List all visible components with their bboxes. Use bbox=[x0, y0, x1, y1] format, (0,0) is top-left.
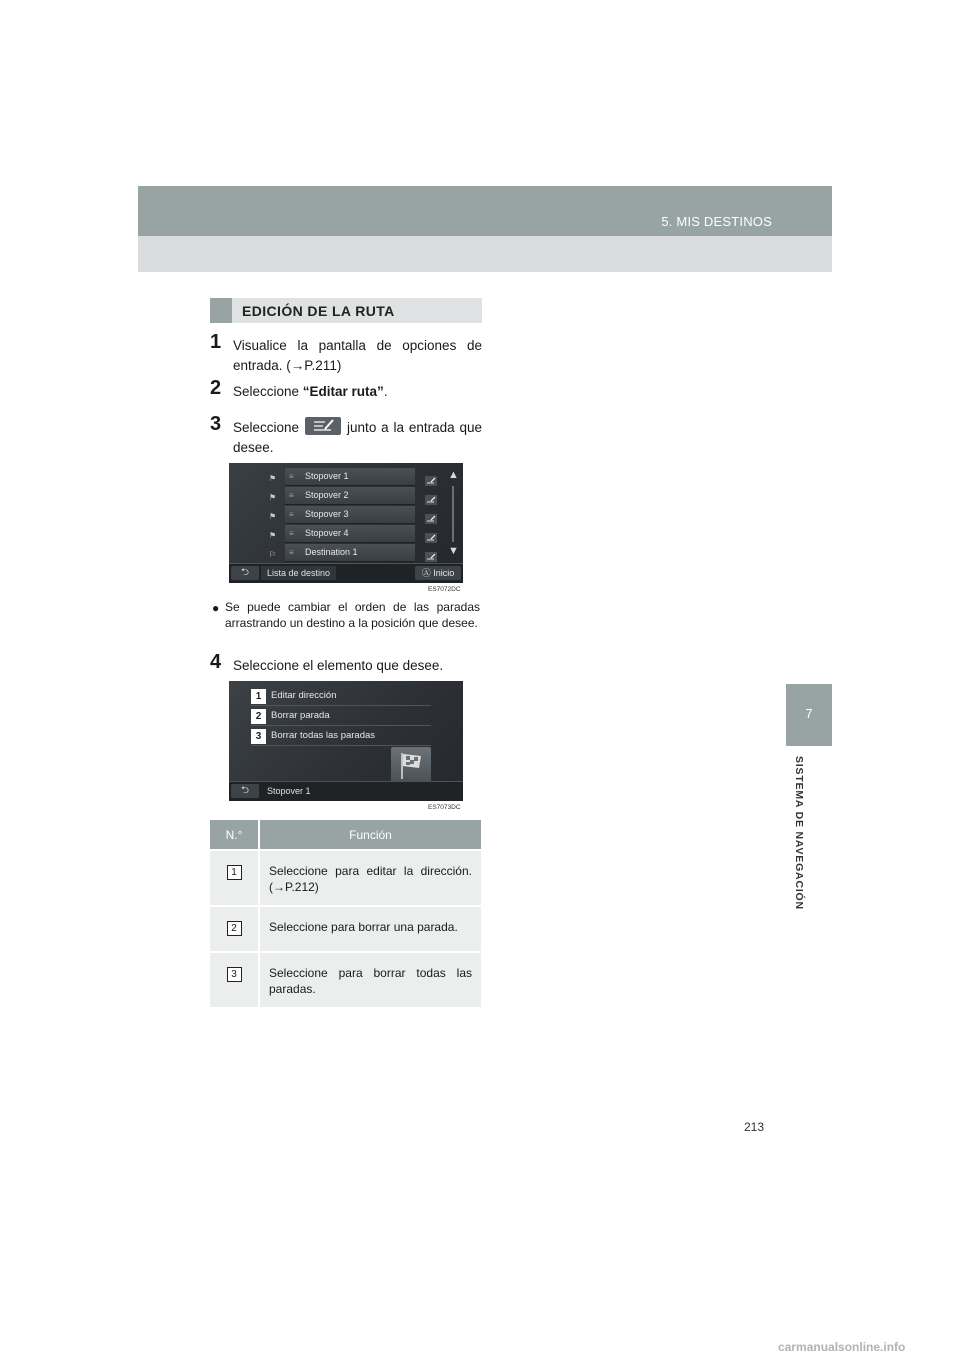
function-table bbox=[210, 820, 481, 1007]
step-2 bbox=[210, 377, 482, 402]
edit-icon[interactable] bbox=[425, 549, 437, 559]
screen-title: Lista de destino bbox=[261, 566, 336, 580]
bullet-icon: ● bbox=[212, 601, 220, 615]
back-arrow-icon: ⮌ bbox=[240, 785, 249, 796]
step-text: Seleccione “Editar ruta”. bbox=[233, 384, 388, 399]
function-text: Seleccione para borrar todas las paradas. bbox=[260, 952, 481, 1007]
step-number: 2 bbox=[210, 377, 222, 399]
destination-list-screenshot bbox=[229, 463, 463, 583]
screen-title: Stopover 1 bbox=[267, 786, 311, 796]
chapter-title: SISTEMA DE NAVEGACIÓN bbox=[793, 756, 805, 910]
step-1 bbox=[210, 331, 482, 376]
list-item[interactable]: ≡ Stopover 4 bbox=[285, 525, 415, 543]
list-item[interactable]: ≡ Stopover 2 bbox=[285, 487, 415, 505]
step-number: 3 bbox=[210, 413, 222, 435]
checkered-flag-icon: ⚐ bbox=[269, 550, 277, 559]
table-row bbox=[210, 952, 481, 1007]
scrollbar[interactable] bbox=[452, 486, 454, 542]
edit-icon[interactable] bbox=[425, 511, 437, 521]
flag-icon: ⚑ bbox=[269, 474, 277, 483]
drag-handle-icon: ≡ bbox=[289, 529, 294, 538]
figure-code: ES7072DC bbox=[428, 586, 461, 593]
step-text: Visualice la pantalla de opciones de entrada. (→P.211) bbox=[233, 338, 482, 373]
chapter-tab bbox=[786, 684, 832, 746]
section-title: EDICIÓN DE LA RUTA bbox=[242, 302, 395, 319]
list-item[interactable]: ≡ Destination 1 bbox=[285, 544, 415, 562]
edit-icon[interactable] bbox=[425, 530, 437, 540]
header-subband bbox=[138, 236, 832, 272]
option-delete-all-stops[interactable]: 3 Borrar todas las paradas bbox=[251, 726, 431, 746]
bullet-text: Se puede cambiar el orden de las paradas arrastrando un destino a la posición que desee. bbox=[225, 600, 480, 630]
step-text: Seleccione el elemento que desee. bbox=[233, 658, 444, 673]
checkered-flag-icon bbox=[391, 747, 431, 783]
section-heading bbox=[210, 298, 482, 323]
drag-handle-icon: ≡ bbox=[289, 472, 294, 481]
drag-handle-icon: ≡ bbox=[289, 510, 294, 519]
scroll-up-icon[interactable]: ▲ bbox=[448, 469, 459, 481]
stopover-options-screenshot bbox=[229, 681, 463, 801]
navigate-icon: Ⓐ bbox=[421, 568, 434, 578]
table-row bbox=[210, 906, 481, 952]
back-button[interactable] bbox=[231, 784, 259, 798]
bullet-note bbox=[212, 600, 480, 631]
item-number: 3 bbox=[227, 967, 242, 982]
edit-icon[interactable] bbox=[425, 492, 437, 502]
section-header-title: 5. MIS DESTINOS bbox=[661, 214, 772, 229]
column-header-function: Función bbox=[260, 820, 481, 850]
edit-icon bbox=[305, 417, 341, 435]
page-number: 213 bbox=[744, 1120, 765, 1134]
list-item[interactable]: ≡ Stopover 1 bbox=[285, 468, 415, 486]
option-number: 1 bbox=[251, 689, 266, 704]
drag-handle-icon: ≡ bbox=[289, 491, 294, 500]
watermark: carmanualsonline.info bbox=[778, 1340, 906, 1354]
list-item[interactable]: ≡ Stopover 3 bbox=[285, 506, 415, 524]
table-header-row bbox=[210, 820, 481, 850]
function-text: Seleccione para editar la dirección. (→P.212) bbox=[260, 850, 481, 906]
header-band bbox=[138, 186, 832, 236]
start-button[interactable]: Ⓐ Inicio bbox=[415, 566, 461, 580]
step-highlight: “Editar ruta” bbox=[302, 384, 384, 399]
item-number: 2 bbox=[227, 921, 242, 936]
drag-handle-icon: ≡ bbox=[289, 548, 294, 557]
step-3 bbox=[210, 413, 482, 458]
item-number: 1 bbox=[227, 865, 242, 880]
table-row bbox=[210, 850, 481, 906]
edit-icon[interactable] bbox=[425, 473, 437, 483]
back-button[interactable] bbox=[231, 566, 259, 580]
option-delete-stop[interactable]: 2 Borrar parada bbox=[251, 706, 431, 726]
function-text: Seleccione para borrar una parada. bbox=[260, 906, 481, 952]
screen-bottom-bar bbox=[229, 781, 463, 801]
option-number: 3 bbox=[251, 729, 266, 744]
step-number: 4 bbox=[210, 651, 222, 673]
chapter-number: 7 bbox=[805, 706, 813, 721]
scroll-down-icon[interactable]: ▼ bbox=[448, 545, 459, 557]
step-number: 1 bbox=[210, 331, 222, 353]
step-text: Seleccione junto a la entrada que desee. bbox=[233, 418, 482, 458]
option-edit-address[interactable]: 1 Editar dirección bbox=[251, 686, 431, 706]
figure-code: ES7073DC bbox=[428, 804, 461, 811]
section-marker bbox=[210, 298, 232, 323]
step-4 bbox=[210, 651, 482, 676]
back-arrow-icon: ⮌ bbox=[240, 567, 249, 578]
flag-icon: ⚑ bbox=[269, 531, 277, 540]
column-header-number: N.° bbox=[210, 820, 258, 850]
screen-bottom-bar bbox=[229, 563, 463, 583]
flag-icon: ⚑ bbox=[269, 493, 277, 502]
flag-icon: ⚑ bbox=[269, 512, 277, 521]
option-number: 2 bbox=[251, 709, 266, 724]
